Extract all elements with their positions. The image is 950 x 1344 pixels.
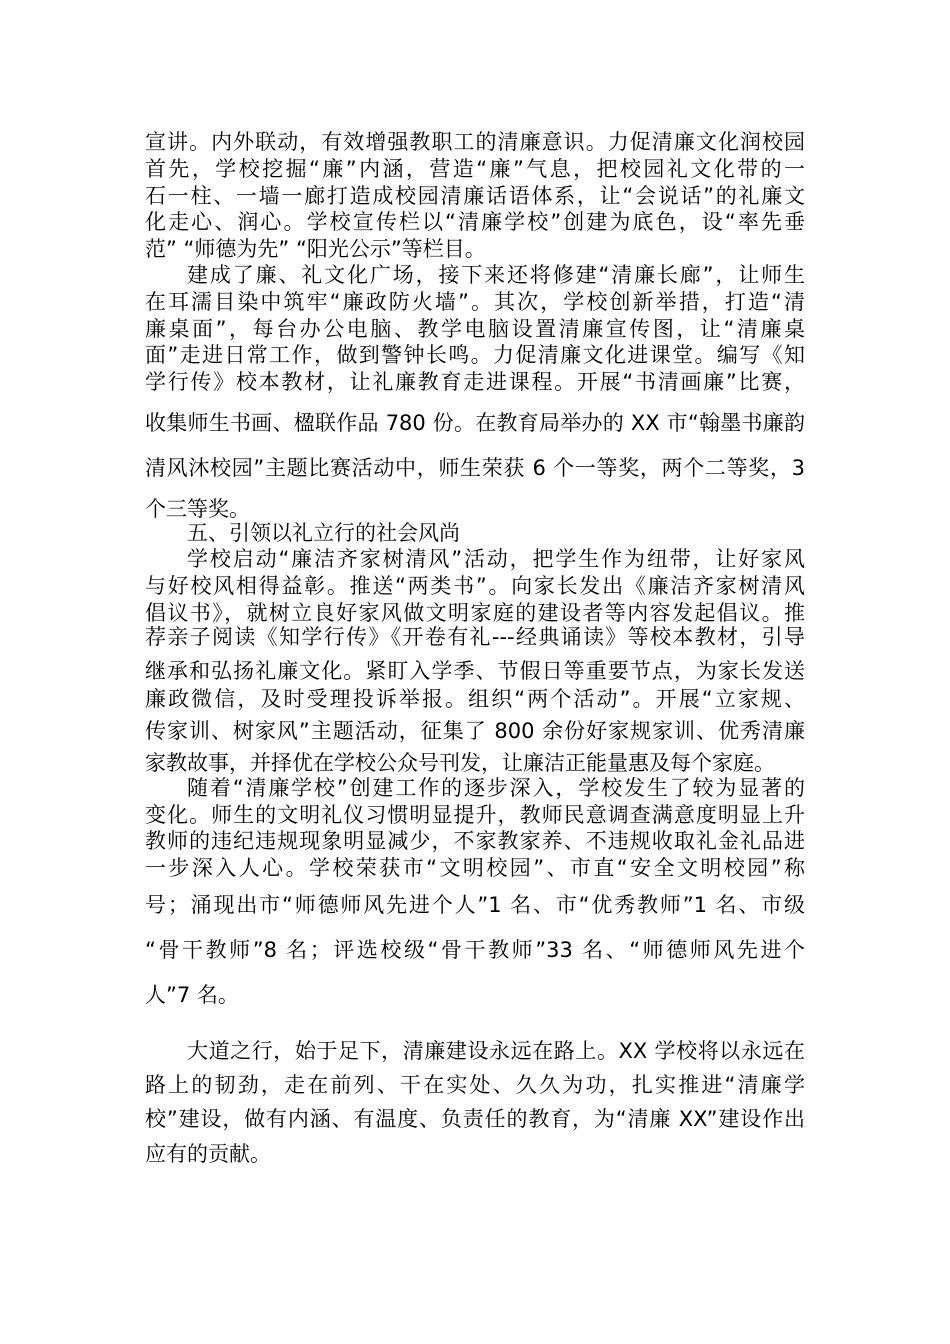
text-line: 个三等奖。: [145, 497, 250, 521]
text-line: 路上的韧劲，走在前列、干在实处、久久为功，扎实推进“清廉学: [145, 1073, 805, 1097]
text-line: 石一柱、一墙一廊打造成校园清廉话语体系，让“会说话”的礼廉文: [145, 184, 805, 208]
text-line: 清风沐校园”主题比赛活动中，师生荣获 6 个一等奖，两个二等奖，3: [145, 456, 805, 480]
text-line: 学校启动“廉洁齐家树清风”活动，把学生作为纽带，让好家风: [187, 547, 805, 571]
text-line: 号；涌现出市“师德师风先进个人”1 名、市“优秀教师”1 名、市级: [145, 893, 805, 917]
text-line: 教师的违纪违规现象明显减少，不家教家养、不违规收取礼金礼品进: [145, 829, 805, 853]
text-line: 倡议书》，就树立良好家风做文明家庭的建设者等内容发起倡议。推: [145, 601, 805, 625]
text-line: 范” “师德为先” “阳光公示”等栏目。: [145, 237, 486, 261]
text-line: 继承和弘扬礼廉文化。紧盯入学季、节假日等重要节点，为家长发送: [145, 659, 805, 683]
text-line: 面”走进日常工作，做到警钟长鸣。力促清廉文化进课堂。编写《知: [145, 343, 805, 367]
text-line: 廉桌面”，每台办公电脑、教学电脑设置清廉宣传图，让“清廉桌: [145, 317, 805, 341]
text-line: 首先，学校挖掘“廉”内涵，营造“廉”气息，把校园礼文化带的一: [145, 157, 805, 181]
text-line: 荐亲子阅读《知学行传》《开卷有礼---经典诵读》等校本教材，引导: [145, 625, 805, 649]
text-line: 在耳濡目染中筑牢“廉政防火墙”。其次，学校创新举措，打造“清: [145, 290, 805, 314]
section-heading: 五、引领以礼立行的社会风尚: [187, 521, 460, 545]
text-line: 廉政微信，及时受理投诉举报。组织“两个活动”。开展“立家规、: [145, 687, 805, 711]
text-line: 建成了廉、礼文化广场，接下来还将修建“清廉长廊”，让师生: [187, 263, 805, 287]
text-line: 一步深入人心。学校荣获市“文明校园”、市直“安全文明校园”称: [145, 856, 805, 880]
text-line: 化走心、润心。学校宣传栏以“清廉学校”创建为底色，设“率先垂: [145, 210, 805, 234]
text-line: 应有的贡献。: [145, 1142, 271, 1166]
text-line: 大道之行，始于足下，清廉建设永远在路上。XX 学校将以永远在: [187, 1039, 805, 1063]
text-line: 随着“清廉学校”创建工作的逐步深入，学校发生了较为显著的: [187, 776, 805, 800]
text-line: 宣讲。内外联动，有效增强教职工的清廉意识。力促清廉文化润校园: [145, 130, 805, 154]
text-line: 与好校风相得益彰。推送“两类书”。向家长发出《廉洁齐家树清风: [145, 574, 805, 598]
text-line: 收集师生书画、楹联作品 780 份。在教育局举办的 XX 市“翰墨书廉韵: [145, 411, 805, 435]
text-line: 传家训、树家风”主题活动，征集了 800 余份好家规家训、优秀清廉: [145, 719, 805, 743]
text-line: 人”7 名。: [145, 983, 239, 1007]
text-line: 校”建设，做有内涵、有温度、负责任的教育，为“清廉 XX”建设作出: [145, 1107, 805, 1131]
text-line: 学行传》校本教材，让礼廉教育走进课程。开展“书清画廉”比赛，: [145, 370, 805, 394]
text-line: 家教故事，并择优在学校公众号刊发，让廉洁正能量惠及每个家庭。: [145, 751, 775, 775]
text-line: “骨干教师”8 名；评选校级“骨干教师”33 名、“师德师风先进个: [145, 938, 805, 962]
text-line: 变化。师生的文明礼仪习惯明显提升，教师民意调查满意度明显上升: [145, 803, 805, 827]
